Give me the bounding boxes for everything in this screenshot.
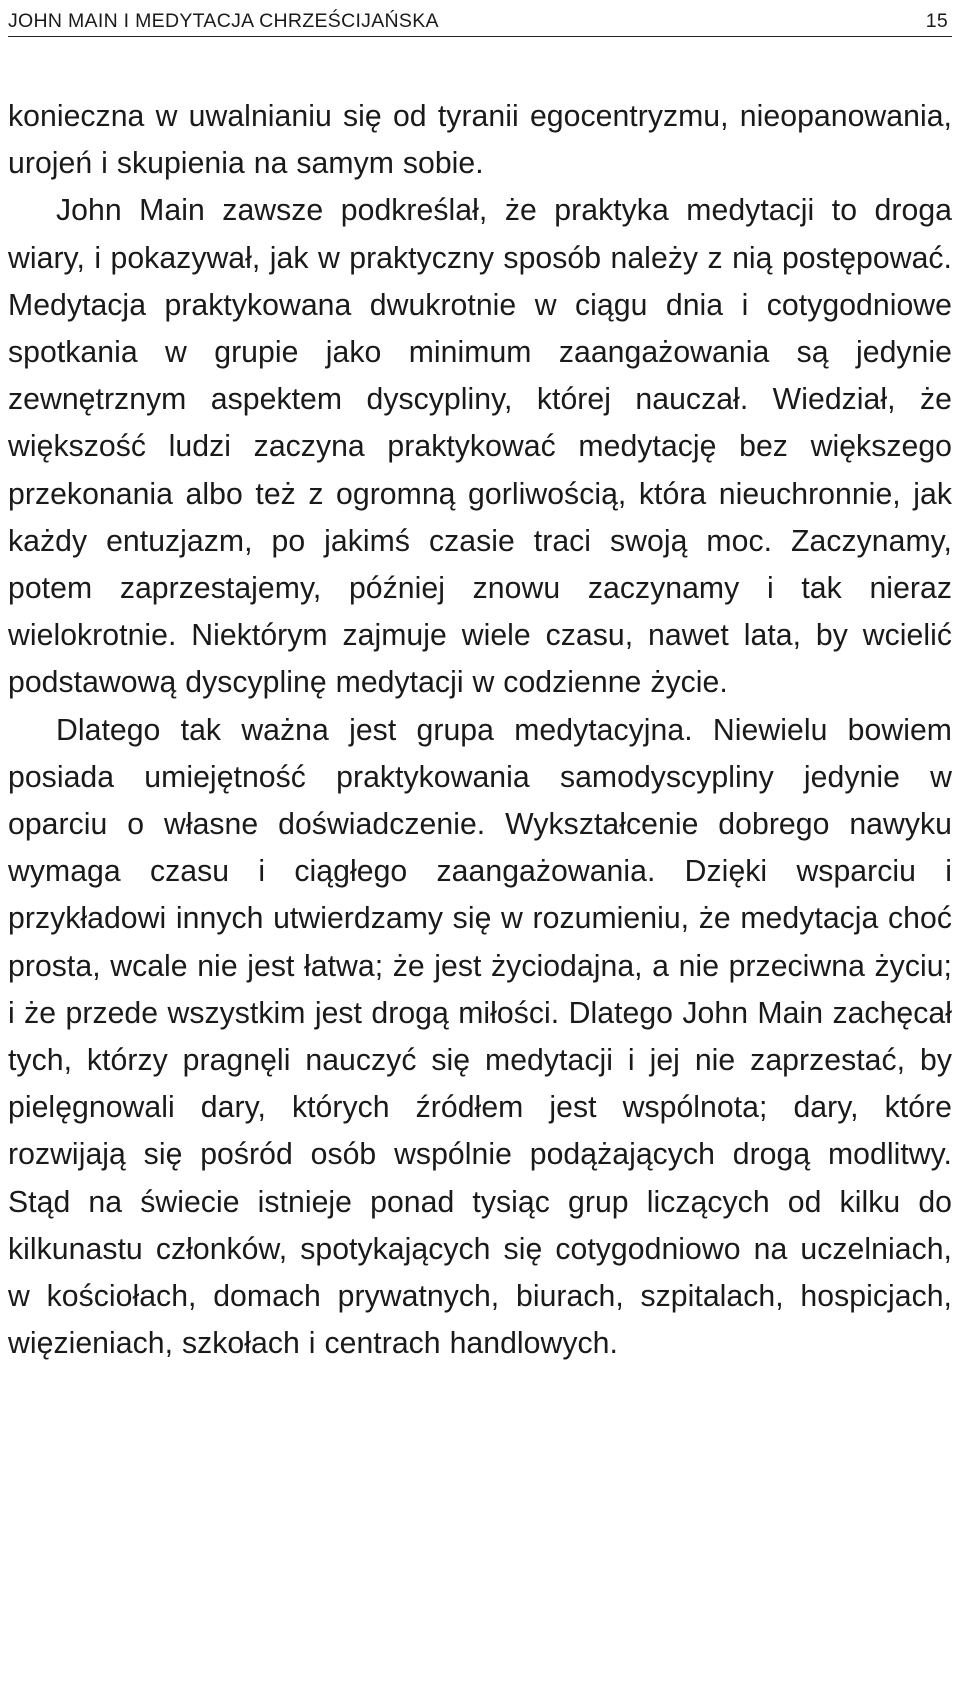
- page-number: 15: [925, 10, 948, 32]
- paragraph: John Main zawsze podkreślał, że praktyka medytacji to droga wiary, i pokazywał, jak w praktyczny sposób należy z nią postępować. Medytacja praktykowana dwukrotnie w ciągu dnia i cotygodniowe spotkania w grupie jako minimum zaangażowania są jedynie zewnętrznym aspektem dyscypliny, której nauczał. Wiedział, że większość ludzi zaczyna praktykować medytację bez większego przekonania albo też z ogromną gorliwością, która nieuchronnie, jak każdy entuzjazm, po jakimś czasie traci swoją moc. Zaczynamy, potem zaprzestajemy, później znowu zaczynamy i tak nieraz wielokrotnie. Niektórym zajmuje wiele czasu, nawet lata, by wcielić podstawową dyscyplinę medytacji w codzienne życie.: [8, 194, 952, 700]
- paragraph-continued: konieczna w uwalnianiu się od tyranii egocentryzmu, nieopanowania, urojeń i skupienia na samym sobie.: [8, 100, 952, 181]
- running-header-title: JOHN MAIN I MEDYTACJA CHRZEŚCIJAŃSKA: [8, 10, 439, 32]
- body-text: [8, 93, 952, 1367]
- paragraph: Dlatego tak ważna jest grupa medytacyjna. Niewielu bowiem posiada umiejętność praktykowania samodyscypliny jedynie w oparciu o własne doświadczenie. Wykształcenie dobrego nawyku wymaga czasu i ciągłego zaangażowania. Dzięki wsparciu i przykładowi innych utwierdzamy się w rozumieniu, że medytacja choć prosta, wcale nie jest łatwa; że jest życiodajna, a nie przeciwna życiu; i że przede wszystkim jest drogą miłości. Dlatego John Main zachęcał tych, którzy pragnęli nauczyć się medytacji i jej nie zaprzestać, by pielęgnowali dary, których źródłem jest wspólnota; dary, które rozwijają się pośród osób wspólnie podążających drogą modlitwy. Stąd na świecie istnieje ponad tysiąc grup liczących od kilku do kilkunastu członków, spotykających się cotygodniowo na uczelniach, w kościołach, domach prywatnych, biurach, szpitalach, hospicjach, więzieniach, szkołach i centrach handlowych.: [8, 713, 952, 1361]
- running-header: [8, 0, 952, 37]
